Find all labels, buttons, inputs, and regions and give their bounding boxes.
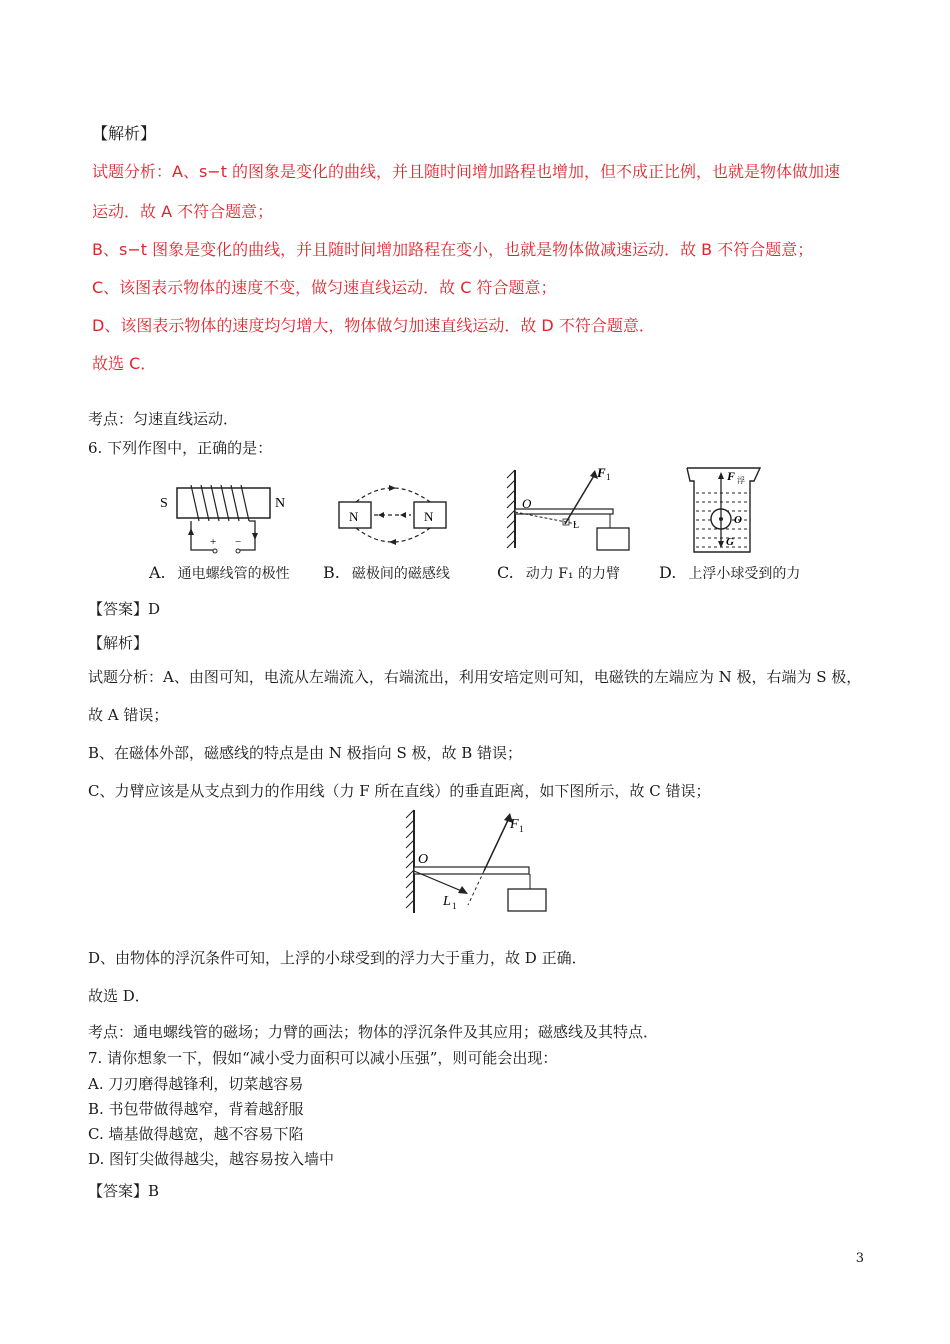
buoyancy-f-label: F — [727, 469, 736, 483]
buoyancy-sub-label: 浮 — [737, 476, 745, 485]
fulcrum-o-label: O — [522, 496, 532, 511]
option-b: B. 磁极间的磁感线 — [323, 563, 450, 582]
q7-option-c: C. 墙基做得越宽，越不容易下陷 — [88, 1125, 304, 1143]
f1-subscript: 1 — [519, 824, 524, 834]
gravity-g-label: G — [726, 536, 734, 548]
analysis-line: 故选 C． — [92, 354, 157, 373]
magnet-right-n: N — [424, 509, 434, 524]
analysis-line: B、s−t 图象是变化的曲线，并且随时间增加路程在变小，也就是物体做减速运动．故 B 不符合题意； — [92, 240, 814, 259]
l1-subscript: 1 — [452, 901, 457, 911]
solenoid-figure — [155, 475, 295, 560]
kaodian-line: 考点：通电螺线管的磁场；力臂的画法；物体的浮沉条件及其应用；磁感线及其特点． — [88, 1023, 659, 1041]
analysis-line: 试题分析：A、s−t 的图象是变化的曲线，并且随时间增加路程也增加，但不成正比例，也就是物体做加速 — [92, 162, 841, 181]
minus-label: − — [235, 536, 242, 548]
analysis-line: D、由物体的浮沉条件可知，上浮的小球受到的浮力大于重力，故 D 正确． — [88, 949, 587, 967]
q7-option-d: D. 图钉尖做得越尖，越容易按入墙中 — [88, 1150, 335, 1168]
plus-label: + — [210, 536, 217, 548]
south-pole-label: S — [160, 496, 168, 511]
north-pole-label: N — [275, 496, 286, 511]
beaker-figure — [682, 465, 772, 555]
analysis-line: C、该图表示物体的速度不变，做匀速直线运动．故 C 符合题意； — [92, 278, 557, 297]
analysis-heading: 【解析】 — [92, 124, 157, 143]
option-a: A. 通电螺线管的极性 — [149, 563, 290, 582]
analysis-line: D、该图表示物体的速度均匀增大，物体做匀加速直线运动．故 D 不符合题意． — [92, 316, 655, 335]
question-6-stem: 6. 下列作图中，正确的是： — [88, 439, 273, 457]
lever-explanation-figure — [402, 805, 552, 920]
answer-6: 【答案】D — [88, 600, 161, 618]
f1-subscript: 1 — [606, 472, 611, 482]
magnet-left-n: N — [349, 509, 359, 524]
analysis-line: C、力臂应该是从支点到力的作用线（力 F 所在直线）的垂直距离，如下图所示，故 C 错误； — [88, 782, 711, 800]
analysis-line: 故 A 错误； — [88, 706, 169, 724]
analysis-line: 试题分析：A、由图可知，电流从左端流入，右端流出，利用安培定则可知，电磁铁的左端应为 N 极，右端为 S 极， — [88, 668, 862, 686]
option-c: C. 动力 F₁ 的力臂 — [497, 563, 620, 582]
analysis-line: 故选 D． — [88, 987, 150, 1005]
option-d: D. 上浮小球受到的力 — [659, 563, 801, 582]
analysis-heading: 【解析】 — [88, 634, 149, 652]
question-7-stem: 7. 请你想象一下，假如“减小受力面积可以减小压强”，则可能会出现： — [88, 1049, 558, 1067]
l1-label: L — [573, 520, 580, 531]
lever-figure — [500, 462, 640, 554]
f1-label: F — [510, 817, 519, 832]
fulcrum-o-label: O — [418, 852, 429, 867]
q7-option-a: A. 刀刃磨得越锋利，切菜越容易 — [88, 1075, 304, 1093]
analysis-line: 运动．故 A 不符合题意； — [92, 202, 274, 221]
page-number: 3 — [855, 1251, 864, 1266]
ball-o-label: O — [734, 514, 742, 526]
magnets-figure — [334, 482, 452, 552]
answer-7: 【答案】B — [88, 1182, 160, 1200]
q7-option-b: B. 书包带做得越窄，背着越舒服 — [88, 1100, 304, 1118]
analysis-line: B、在磁体外部，磁感线的特点是由 N 极指向 S 极，故 B 错误； — [88, 744, 523, 762]
kaodian-line: 考点：匀速直线运动． — [88, 410, 239, 428]
l1-label: L — [443, 894, 451, 909]
f1-label: F — [597, 465, 606, 480]
